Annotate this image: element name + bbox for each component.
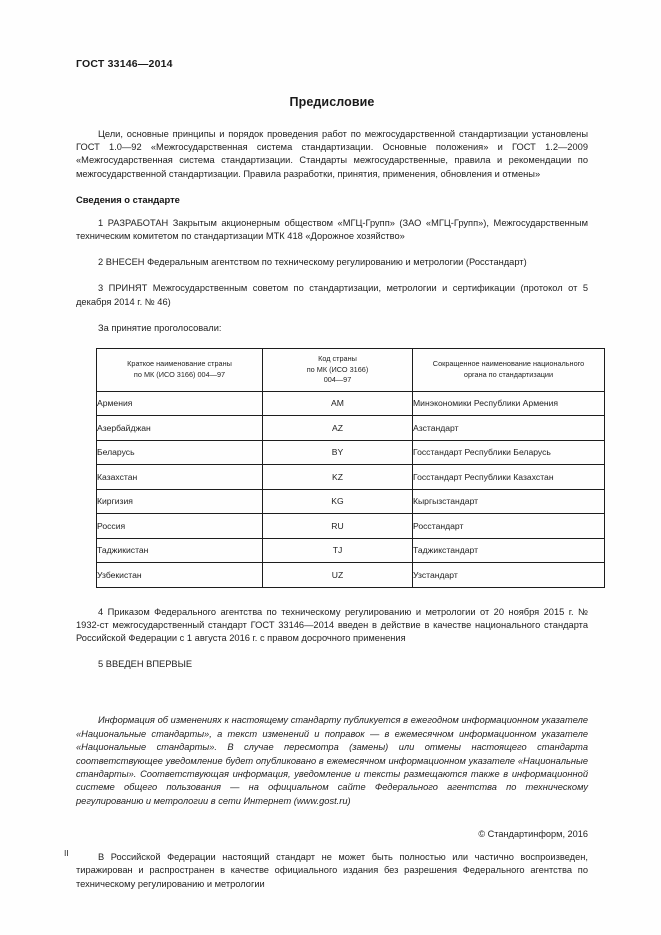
preface-item-1 — [76, 217, 588, 243]
table-body — [97, 391, 605, 587]
cell-code: UZ — [263, 563, 413, 588]
column-header-country-line1: Краткое наименование страны — [127, 359, 232, 369]
cell-country: Киргизия — [97, 489, 263, 514]
vote-lead-in — [76, 322, 588, 335]
vote-lead-in-text: За принятие проголосовали: — [98, 322, 222, 333]
column-header-organization-line1: Сокращенное наименование национального — [432, 359, 585, 369]
amendment-information-notice — [76, 714, 588, 808]
table-row — [97, 514, 605, 539]
cell-code: AM — [263, 391, 413, 416]
cell-code: RU — [263, 514, 413, 539]
cell-country: Казахстан — [97, 465, 263, 490]
column-header-country — [97, 349, 263, 392]
column-header-organization-line2: органа по стандартизации — [463, 369, 554, 379]
standard-number-header: ГОСТ 33146—2014 — [76, 58, 173, 70]
cell-organization: Минэкономики Республики Армения — [413, 391, 605, 416]
preface-item-3-text: 3 ПРИНЯТ Межгосударственным советом по стандартизации, метрологии и сертификации (протокол от 5 декабря 2014 г. № 46) — [76, 283, 588, 307]
cell-organization: Росстандарт — [413, 514, 605, 539]
preface-intro-text: Цели, основные принципы и порядок проведения работ по межгосударственной стандартизации установлены ГОСТ 1.0—92 «Межгосударственная система стандартизации. Основные положения» и ГОСТ 1.2—2009 «Межгосударственная система стандартизации. Стандарты межгосударственные, правила и рекомендации по межгосударственной стандартизации. Правила разработки, принятия, применения, обновления и отмены» — [76, 129, 588, 179]
preface-item-5-text: 5 ВВЕДЕН ВПЕРВЫЕ — [98, 659, 193, 670]
column-header-code — [263, 349, 413, 392]
cell-organization: Азстандарт — [413, 416, 605, 441]
section-spacer — [76, 702, 588, 714]
table-row — [97, 416, 605, 441]
table-row — [97, 563, 605, 588]
cell-organization: Узстандарт — [413, 563, 605, 588]
cell-country: Таджикистан — [97, 538, 263, 563]
table-row — [97, 465, 605, 490]
preface-item-1-text: 1 РАЗРАБОТАН Закрытым акционерным обществом «МГЦ-Групп» (ЗАО «МГЦ-Групп»), Межгосударственным техническим комитетом по стандартизации МТК 418 «Дорожное хозяйство» — [76, 217, 588, 242]
cell-code: KG — [263, 489, 413, 514]
table-row — [97, 538, 605, 563]
cell-organization: Госстандарт Республики Беларусь — [413, 440, 605, 465]
preface-item-4 — [76, 606, 588, 646]
cell-country: Россия — [97, 514, 263, 539]
preface-item-3 — [76, 282, 588, 308]
table-row — [97, 489, 605, 514]
preface-item-2 — [76, 256, 588, 269]
preface-item-2-text: 2 ВНЕСЕН Федеральным агентством по техническому регулированию и метрологии (Росстандарт) — [98, 257, 527, 268]
cell-code: TJ — [263, 538, 413, 563]
table-header-row — [97, 349, 605, 392]
page-content — [76, 58, 588, 904]
cell-organization: Госстандарт Республики Казахстан — [413, 465, 605, 490]
column-header-code-line3: 004—97 — [323, 375, 352, 385]
amendment-information-text: Информация об изменениях к настоящему стандарту публикуется в ежегодном информационном указателе «Национальные стандарты», а текст изменений и поправок — в ежемесячном информационном указателе «Национальные стандарты». В случае пересмотра (замены) или отмены настоящего стандарта соответствующее уведомление будет опубликовано в ежемесячном информационном указателе «Национальные стандарты». Соответствующая информация, уведомление и тексты размещаются также в информационной системе общего пользования — на официальном сайте Федерального агентства по техническому регулированию и метрологии в сети Интернет (www.gost.ru) — [76, 715, 588, 806]
voting-countries-table — [96, 348, 605, 588]
page-title: Предисловие — [289, 95, 375, 109]
cell-country: Беларусь — [97, 440, 263, 465]
table-row — [97, 440, 605, 465]
section-spacer — [76, 839, 588, 851]
preface-item-5 — [76, 658, 588, 671]
copyright-line: © Стандартинформ, 2016 — [478, 829, 588, 840]
reproduction-notice-text: В Российской Федерации настоящий стандарт не может быть полностью или частично воспроизведен, тиражирован и распространен в качестве официального издания без разрешения Федерального агентства по техническому регулированию и метрологии — [76, 852, 588, 889]
cell-country: Азербайджан — [97, 416, 263, 441]
section-spacer — [76, 684, 588, 702]
table-row — [97, 391, 605, 416]
section-spacer — [76, 588, 588, 606]
cell-code: KZ — [263, 465, 413, 490]
page-number: II — [64, 848, 69, 858]
cell-country: Армения — [97, 391, 263, 416]
column-header-organization — [413, 349, 605, 392]
preface-item-4-text: 4 Приказом Федерального агентства по техническому регулированию и метрологии от 20 ноября 2015 г. № 1932-ст межгосударственный стандарт ГОСТ 33146—2014 введен в действие в качестве национального стандарта Российской Федерации с 1 августа 2016 г. с правом досрочного применения — [76, 606, 588, 643]
cell-organization: Кыргызстандарт — [413, 489, 605, 514]
column-header-country-line2: по МК (ИСО 3166) 004—97 — [133, 369, 226, 379]
standard-info-heading: Сведения о стандарте — [76, 193, 180, 205]
cell-organization: Таджикстандарт — [413, 538, 605, 563]
cell-country: Узбекистан — [97, 563, 263, 588]
cell-code: BY — [263, 440, 413, 465]
column-header-code-line1: Код страны — [318, 354, 357, 364]
cell-code: AZ — [263, 416, 413, 441]
column-header-code-line2: по МК (ИСО 3166) — [306, 364, 369, 374]
table-header — [97, 349, 605, 392]
preface-intro-paragraph — [76, 128, 588, 181]
reproduction-notice — [76, 851, 588, 891]
